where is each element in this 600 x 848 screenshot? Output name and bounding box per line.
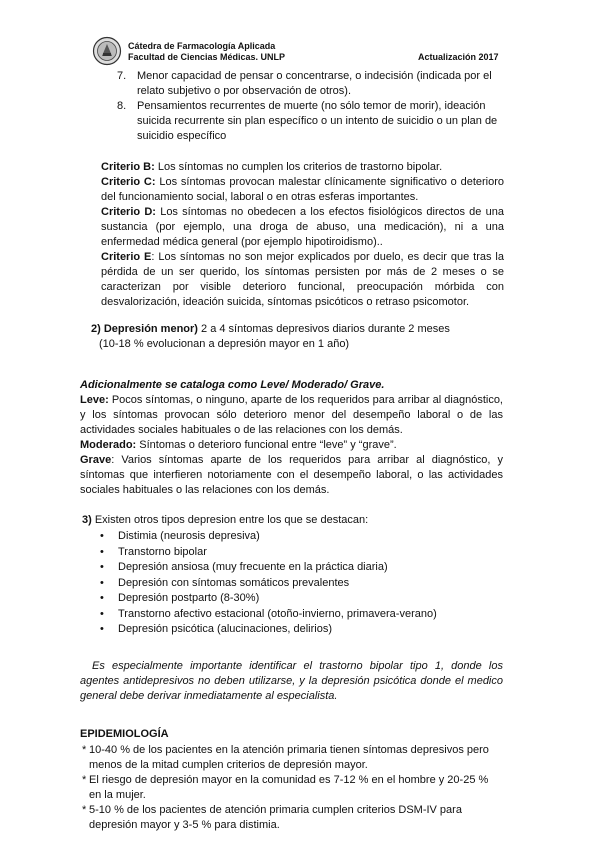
header-update: Actualización 2017 [418, 52, 499, 62]
criterion-c-text: Los síntomas provocan malestar clínicamente significativo o deterioro del funcionamiento social, laboral o en otras esferas importantes. [101, 176, 505, 203]
depression-types-list [118, 529, 508, 638]
severity-severe-text: : Varios síntomas aparte de los requeridos para arribar al diagnóstico, y síntomas que interfieren notoriamente con el desempeño laboral, o las actividades sociales habituales o las relaciones con los demás. [80, 454, 503, 496]
header-faculty: Facultad de Ciencias Médicas. UNLP [128, 52, 286, 62]
criterion-d-label: Criterio D: [101, 206, 156, 218]
criteria-item-number: 7. [117, 70, 127, 82]
epidemiology-item-text: 10-40 % de los pacientes en la atención primaria tienen síntomas depresivos pero menos de la mitad cumplen criterios de depresión mayor. [89, 744, 489, 771]
minor-depression-label: 2) Depresión menor) [91, 323, 198, 335]
criterion-d-text: Los síntomas no obedecen a los efectos fisiológicos directos de una sustancia (por ejemplo, una droga de abuso, una medicación), ni a una enfermedad médica general (por ejemplo hipotiroidismo).. [101, 206, 505, 248]
list-item: • Depresión con síntomas somáticos prevalentes [118, 576, 508, 592]
criteria-item-text: Menor capacidad de pensar o concentrarse, o indecisión (indicada por el relato subjetivo o por observación de otros). [137, 70, 492, 97]
minor-depression-note: (10-18 % evolucionan a depresión mayor en 1 año) [99, 338, 350, 350]
criterion-b-text: Los síntomas no cumplen los criterios de trastorno bipolar. [154, 161, 443, 173]
criteria-block [101, 160, 504, 310]
epidemiology-item [89, 773, 501, 803]
depression-types-text: Existen otros tipos depresion entre los que se destacan: [91, 514, 369, 526]
university-seal-icon [92, 36, 122, 66]
epidemiology-item [89, 803, 501, 833]
severity-heading: Adicionalmente se cataloga como Leve/ Moderado/ Grave. [80, 379, 385, 391]
list-item: • Depresión ansiosa (muy frecuente en la práctica diaria) [118, 560, 508, 576]
epidemiology-item [89, 743, 501, 773]
severity-severe [80, 453, 503, 498]
epidemiology-item-text: 5-10 % de los pacientes de atención primaria cumplen criterios DSM-IV para depresión mayor y 3-5 % para distimia. [89, 804, 462, 831]
criterion-b-label: Criterio B: [101, 161, 155, 173]
bipolar-note: Es especialmente importante identificar el trastorno bipolar tipo 1, donde los agentes antidepresivos no deben utilizarse, y la depresión psicótica donde el medico general debe derivar inmediatamente al especialista. [80, 660, 503, 702]
criteria-item-text: Pensamientos recurrentes de muerte (no sólo temor de morir), ideación suicida recurrente sin plan específico o un intento de suicidio o un plan de suicidio específico [137, 100, 498, 142]
header-chair: Cátedra de Farmacología Aplicada [128, 41, 276, 51]
list-item: • Transtorno afectivo estacional (otoño-invierno, primavera-verano) [118, 607, 508, 623]
epidemiology-list [89, 743, 501, 833]
criterion-d [101, 205, 504, 250]
list-item: • Depresión psicótica (alucinaciones, delirios) [118, 622, 508, 638]
severity-moderate [80, 438, 503, 453]
severity-block [80, 378, 503, 498]
criterion-e [101, 250, 504, 310]
criterion-e-label: Criterio E [101, 251, 152, 263]
minor-depression-text: 2 a 4 síntomas depresivos diarios durante 2 meses [197, 323, 450, 335]
epidemiology-item-text: El riesgo de depresión mayor en la comunidad es 7-12 % en el hombre y 20-25 % en la mujer. [89, 774, 489, 801]
severity-moderate-text: Síntomas o deterioro funcional entre “leve” y “grave”. [136, 439, 397, 451]
severity-mild [80, 393, 503, 438]
epidemiology-heading: EPIDEMIOLOGÍA [80, 728, 169, 740]
severity-moderate-label: Moderado: [80, 439, 137, 451]
severity-severe-label: Grave [80, 454, 112, 466]
list-item: • Distimia (neurosis depresiva) [118, 529, 508, 545]
criteria-item [117, 69, 502, 99]
list-item: • Transtorno bipolar [118, 545, 508, 561]
criterion-c [101, 175, 504, 205]
criterion-c-label: Criterio C: [101, 176, 156, 188]
criteria-item-number: 8. [117, 100, 127, 112]
depression-types-number: 3) [82, 514, 92, 526]
criteria-item [117, 99, 502, 144]
criterion-e-text: : Los síntomas no son mejor explicados por duelo, es decir que tras la pérdida de un ser querido, los síntomas persisten por más de 2 meses o se caracterizan por visible deterioro funcional, preocupación mórbida con desvalorización, ideación suicida, síntomas psicóticos o retraso psicomotor. [101, 251, 504, 308]
minor-depression [91, 322, 511, 352]
severity-mild-label: Leve: [80, 394, 109, 406]
severity-mild-text: Pocos síntomas, o ninguno, aparte de los requeridos para arribar al diagnóstico, y los síntomas provocan sólo deterioro menor del desempeño laboral o de las actividades sociales habituales o de las relaciones con los demás. [80, 394, 503, 436]
depression-types-intro [82, 513, 502, 528]
criteria-list [117, 69, 502, 144]
list-item: • Depresión postparto (8-30%) [118, 591, 508, 607]
criterion-b [101, 160, 504, 175]
